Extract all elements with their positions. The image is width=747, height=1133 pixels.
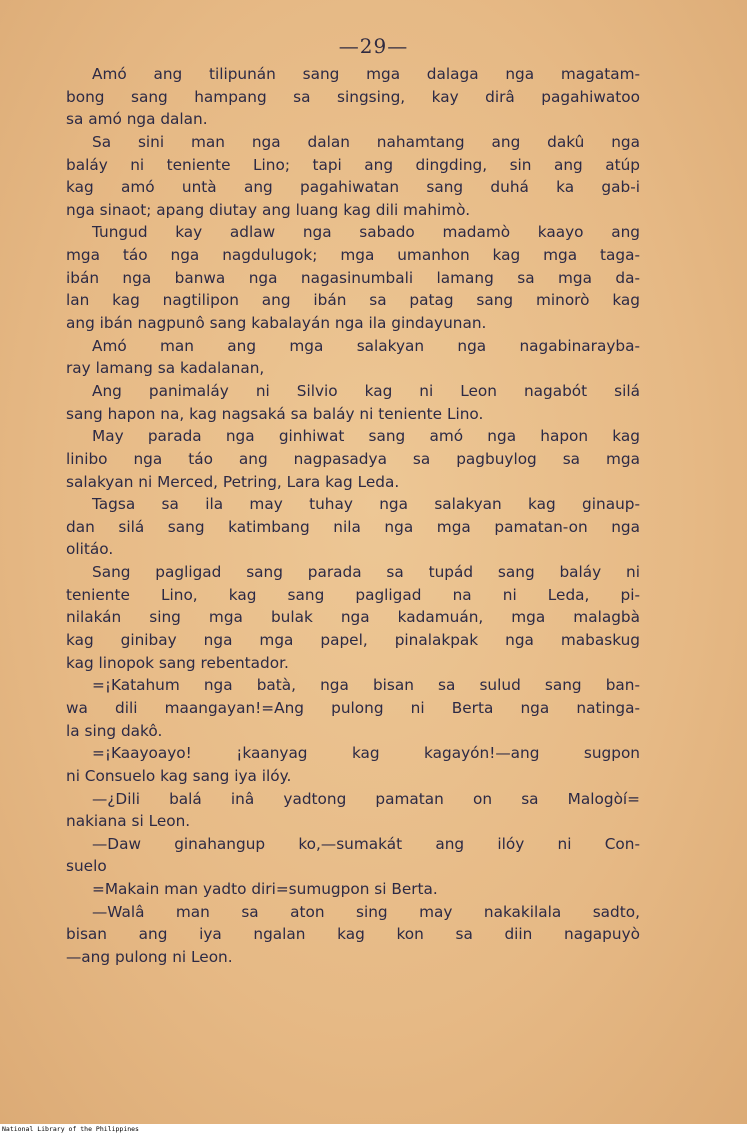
text-line: lan kag nagtilipon ang ibán sa patag sang minorò kag	[66, 291, 640, 310]
text-line: nga sinaot; apang diutay ang luang kag dili mahimò.	[66, 200, 471, 219]
text-line: ray lamang sa kadalanan,	[66, 359, 265, 378]
text-line: kag linopok sang rebentador.	[66, 653, 289, 672]
text-line: —Daw ginahangup ko,—sumakát ang ilóy ni Con-	[92, 834, 640, 853]
text-line: ang ibán nagpunô sang kabalayán nga ila gindayunan.	[66, 314, 487, 333]
text-line: ibán nga banwa nga nagasinumbali lamang sa mga da-	[66, 268, 640, 287]
footer-credit: National Library of the Philippines	[2, 1125, 139, 1133]
text-line: linibo nga táo ang nagpasadya sa pagbuylog sa mga	[66, 449, 640, 468]
text-line: salakyan ni Merced, Petring, Lara kag Leda.	[66, 472, 400, 491]
text-line: —Walâ man sa aton sing may nakakilala sadto,	[92, 902, 640, 921]
text-line: la sing dakô.	[66, 721, 163, 740]
text-line: Sa sini man nga dalan nahamtang ang dakû nga	[92, 132, 640, 151]
text-line: =¡Kaayoayo! ¡kaanyag kag kagayón!—ang sugpon	[92, 744, 640, 763]
text-line: Tagsa sa ila may tuhay nga salakyan kag ginaup-	[92, 495, 640, 514]
text-line: mga táo nga nagdulugok; mga umanhon kag mga taga-	[66, 246, 640, 265]
text-line: sa amó nga dalan.	[66, 110, 208, 129]
text-line: bong sang hampang sa singsing, kay dirâ pagahiwatoo	[66, 87, 640, 106]
page-body-text	[66, 63, 640, 969]
text-line: dan silá sang katimbang nila nga mga pamatan-on nga	[66, 517, 640, 536]
text-line: sang hapon na, kag nagsaká sa baláy ni teniente Lino.	[66, 404, 484, 423]
text-line: =¡Katahum nga batà, nga bisan sa sulud sang ban-	[92, 676, 640, 695]
page-number: —29—	[338, 34, 409, 58]
text-line: olitáo.	[66, 540, 114, 559]
text-line: suelo	[66, 857, 107, 876]
text-line: kag ginibay nga mga papel, pinalakpak nga mabaskug	[66, 631, 640, 650]
text-line: Ang panimaláy ni Silvio kag ni Leon nagabót silá	[92, 381, 640, 400]
text-line: ni Consuelo kag sang iya ilóy.	[66, 766, 292, 785]
text-line: bisan ang iya ngalan kag kon sa diin nagapuyò	[66, 925, 640, 944]
text-line: teniente Lino, kag sang pagligad na ni Leda, pi-	[66, 585, 640, 604]
text-line: Amó man ang mga salakyan nga nagabinaraybа-	[92, 336, 640, 355]
text-line: May parada nga ginhiwat sang amó nga hapon kag	[92, 427, 640, 446]
text-line: —¿Dili balá inâ yadtong pamatan on sa Malogòí=	[92, 789, 640, 808]
text-line: —ang pulong ni Leon.	[66, 947, 233, 966]
text-line: Sang pagligad sang parada sa tupád sang baláy ni	[92, 563, 640, 582]
text-line: Amó ang tilipunán sang mga dalaga nga magatam-	[92, 65, 640, 83]
text-line: wa dili maangayan!=Ang pulong ni Berta nga natinga-	[66, 698, 640, 717]
text-line: baláy ni teniente Lino; tapi ang dingding, sin ang atúp	[66, 155, 640, 174]
text-line: =Makain man yadto diri=sumugpon si Berta.	[92, 880, 438, 899]
text-line: Tungud kay adlaw nga sabado madamò kaayo ang	[92, 223, 640, 242]
text-line: nakiana si Leon.	[66, 812, 191, 831]
text-line: nilakán sing mga bulak nga kadamuán, mga malagbà	[66, 608, 640, 627]
text-line: kag amó untà ang pagahiwatan sang duhá ka gab-i	[66, 178, 640, 197]
